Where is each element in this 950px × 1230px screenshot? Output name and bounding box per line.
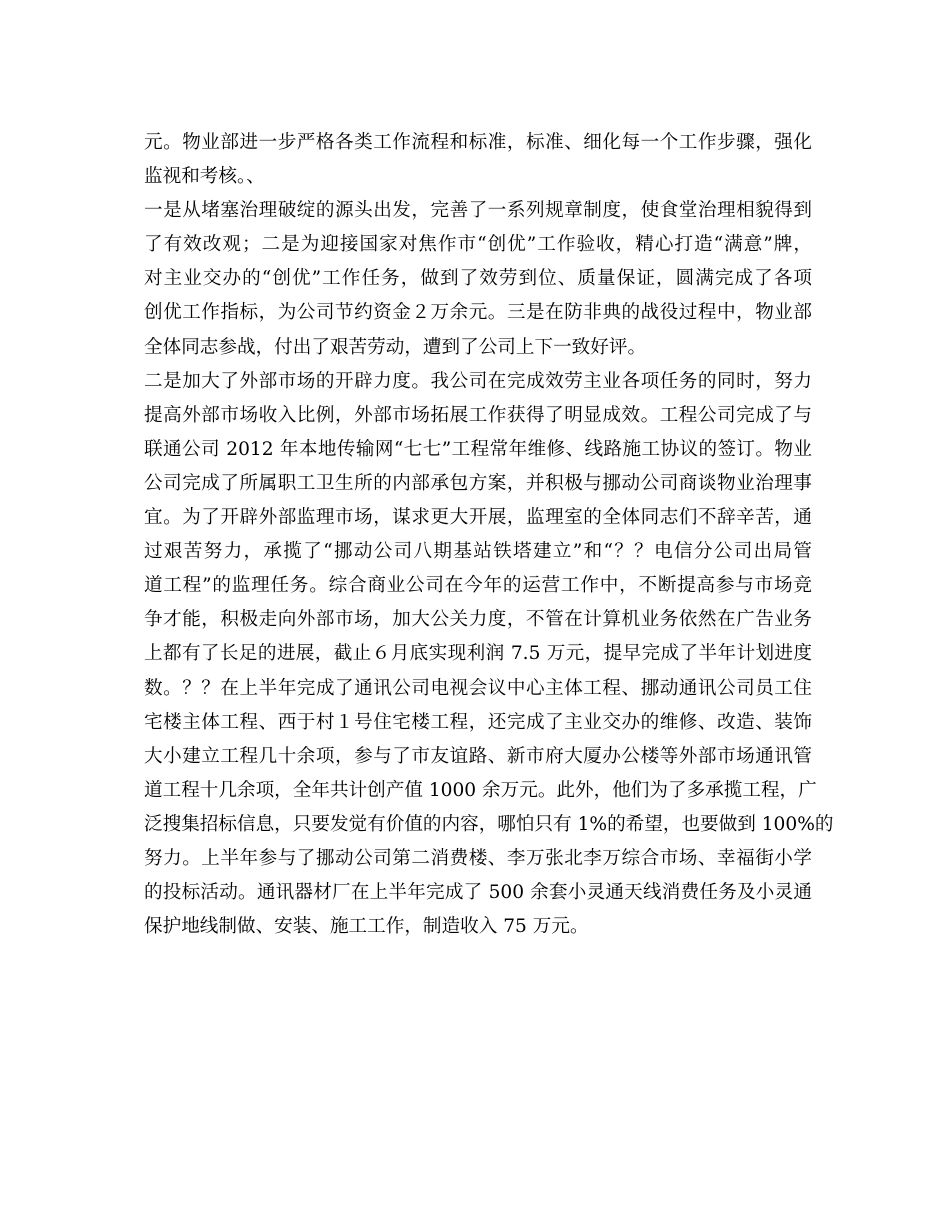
- text-line: 道工程”的监理任务。综合商业公司在今年的运营工作中，不断提高参与市场竞: [144, 575, 812, 597]
- text-line: 的投标活动。通讯器材厂在上半年完成了 500 余套小灵通天线消费任务及小灵通: [144, 882, 812, 904]
- text-line: 数。？？在上半年完成了通讯公司电视会议中心主体工程、挪动通讯公司员工住: [144, 677, 812, 699]
- text-line: 一是从堵塞治理破绽的源头出发，完善了一系列规章制度，使食堂治理相貌得到: [144, 200, 812, 222]
- text-line: 泛搜集招标信息，只要发觉有价值的内容，哪怕只有 1%的希望，也要做到 100%的: [144, 813, 834, 835]
- text-line: 努力。上半年参与了挪动公司第二消费楼、李万张北李万综合市场、幸福街小学: [144, 847, 812, 869]
- text-line: 大小建立工程几十余项，参与了市友谊路、新市府大厦办公楼等外部市场通讯管: [144, 745, 812, 767]
- text-line: 上都有了长足的进展，截止６月底实现利润 7.5 万元，提早完成了半年计划进度: [144, 643, 812, 665]
- text-line: 联通公司 2012 年本地传输网“七七”工程常年维修、线路施工协议的签订。物业: [144, 438, 812, 460]
- text-line: 监视和考核。、: [144, 166, 265, 188]
- text-line: 二是加大了外部市场的开辟力度。我公司在完成效劳主业各项任务的同时，努力: [144, 370, 812, 392]
- text-line: 元。物业部进一步严格各类工作流程和标准，标准、细化每一个工作步骤，强化: [144, 132, 812, 153]
- text-line: 提高外部市场收入比例，外部市场拓展工作获得了明显成效。工程公司完成了与: [144, 404, 812, 426]
- text-line: 公司完成了所属职工卫生所的内部承包方案，并积极与挪动公司商谈物业治理事: [144, 472, 812, 494]
- body-text: [144, 126, 834, 944]
- text-line: 创优工作指标，为公司节约资金２万余元。三是在防非典的战役过程中，物业部: [144, 302, 812, 324]
- text-line: 全体同志参战，付出了艰苦劳动，遭到了公司上下一致好评。: [144, 336, 647, 358]
- text-line: 过艰苦努力，承揽了“挪动公司八期基站铁塔建立”和“？？电信分公司出局管: [144, 541, 812, 563]
- text-line: 争才能，积极走向外部市场，加大公关力度，不管在计算机业务依然在广告业务: [144, 609, 812, 631]
- text-line: 了有效改观；二是为迎接国家对焦作市“创优”工作验收，精心打造“满意”牌，: [144, 234, 812, 256]
- text-line: 宜。为了开辟外部监理市场，谋求更大开展，监理室的全体同志们不辞辛苦，通: [144, 507, 812, 529]
- text-line: 对主业交办的“创优”工作任务，做到了效劳到位、质量保证，圆满完成了各项: [144, 268, 812, 290]
- text-line: 保护地线制做、安装、施工工作，制造收入 75 万元。: [144, 916, 589, 938]
- text-line: 宅楼主体工程、西于村１号住宅楼工程，还完成了主业交办的维修、改造、装饰: [144, 711, 812, 733]
- text-line: 道工程十几余项，全年共计创产值 1000 余万元。此外，他们为了多承揽工程，广: [144, 779, 817, 801]
